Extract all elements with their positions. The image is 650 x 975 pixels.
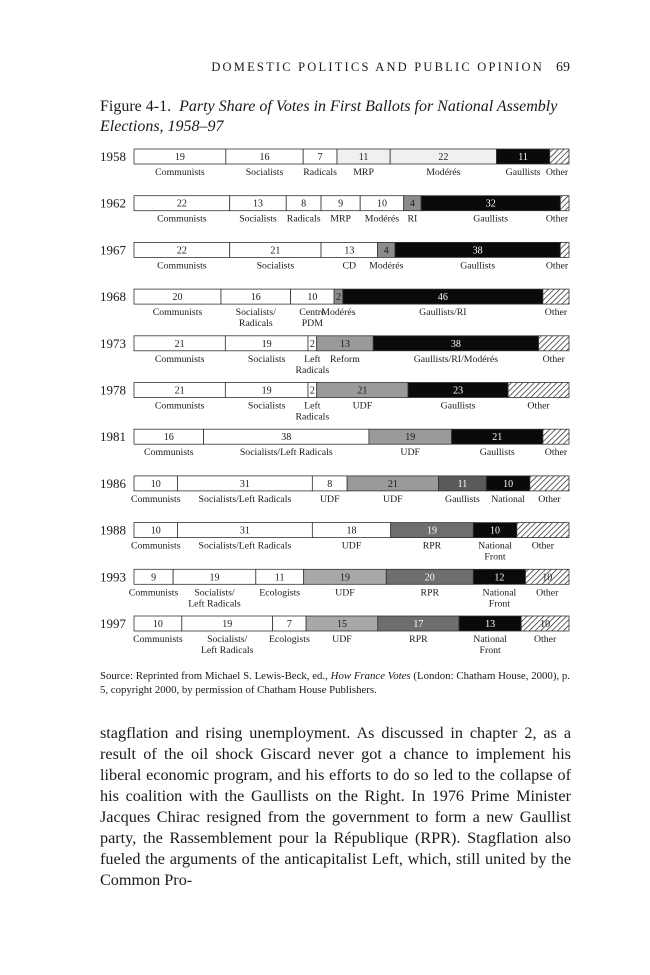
bar-segment (517, 523, 569, 538)
data-label: 10 (542, 572, 553, 584)
party-label: Other (531, 540, 555, 552)
party-label: Other (545, 167, 569, 178)
party-label: Modérés (426, 167, 461, 178)
data-label: 2 (309, 385, 315, 397)
party-label: Communists (130, 493, 181, 505)
data-label: 32 (485, 198, 496, 210)
party-label: Radicals (286, 213, 321, 225)
data-label: 17 (413, 619, 424, 630)
data-label: 16 (259, 152, 270, 163)
party-label: Gaullists (445, 493, 480, 505)
data-label: 2 (309, 338, 315, 350)
party-label: UDF (400, 447, 421, 459)
party-label: Other (538, 493, 561, 505)
chart-row-1978 (100, 383, 569, 423)
party-label: Communists (128, 587, 179, 599)
party-label: UDF (319, 493, 340, 505)
party-label: Other (536, 587, 559, 599)
party-label: Communists (157, 213, 207, 225)
chart-row-1968 (100, 289, 569, 329)
party-label: National Front (482, 587, 517, 610)
data-label: 19 (339, 572, 350, 584)
data-label: 19 (261, 338, 272, 350)
year-label: 1973 (100, 335, 126, 351)
chart-row-1973 (100, 336, 569, 376)
data-label: 38 (281, 432, 292, 444)
party-label: Socialists (245, 167, 284, 178)
party-label: Other (527, 400, 550, 412)
chart-row-1986 (100, 476, 569, 505)
source-book: How France Votes (330, 670, 411, 682)
data-label: 16 (250, 292, 261, 304)
party-label: Socialists/ Left Radicals (200, 634, 254, 656)
party-label: Socialists/ Left Radicals (188, 587, 241, 610)
data-label: 13 (252, 198, 263, 210)
chart-row-1962 (100, 196, 569, 225)
party-label: UDF (352, 400, 373, 412)
party-label: Socialists (247, 400, 286, 412)
party-label: Gaullists (479, 447, 515, 459)
data-label: 19 (174, 152, 185, 163)
data-label: 7 (286, 619, 292, 630)
data-label: 8 (327, 478, 333, 490)
year-label: 1962 (100, 195, 126, 211)
data-label: 38 (472, 245, 483, 257)
data-label: 10 (540, 619, 551, 630)
party-label: UDF (332, 634, 352, 645)
figure-source (100, 669, 570, 697)
data-label: 15 (336, 619, 347, 630)
data-label: 4 (409, 198, 415, 210)
bar-segment (508, 383, 569, 398)
party-label: Modérés (369, 260, 404, 272)
figure-label: Figure 4-1. (100, 98, 172, 115)
party-label: National Front (478, 540, 512, 563)
party-label: MRP (353, 167, 374, 178)
data-label: 22 (438, 152, 449, 163)
party-label: Radicals (303, 167, 337, 178)
party-label: Ecologists (259, 587, 301, 599)
party-label: Socialists/Left Radicals (198, 540, 292, 552)
chart-row-1993 (100, 569, 569, 609)
party-label: Socialists/Left Radicals (198, 493, 292, 505)
running-head-title: DOMESTIC POLITICS AND PUBLIC OPINION (211, 60, 544, 74)
party-label: UDF (341, 540, 362, 552)
year-label: 1986 (100, 475, 126, 491)
party-label: Socialists (239, 213, 277, 225)
chart-row-1981 (100, 429, 569, 458)
year-label: 1988 (100, 522, 126, 538)
party-label: Communists (155, 167, 205, 178)
party-label: Communists (154, 400, 205, 412)
year-label: 1958 (100, 149, 126, 164)
party-label: Communists (133, 634, 183, 645)
bar-segment (543, 429, 569, 444)
bar-segment (550, 149, 569, 164)
party-label: Gaullists (505, 167, 541, 178)
chart-row-1997 (100, 616, 569, 656)
data-label: 46 (437, 292, 448, 304)
party-label: Ecologists (268, 634, 310, 645)
data-label: 18 (346, 525, 357, 537)
party-label: Communists (130, 540, 181, 552)
party-label: MRP (330, 213, 351, 225)
party-label: RI (407, 213, 418, 225)
party-label: RPR (422, 540, 442, 552)
party-label: Communists (152, 307, 203, 319)
data-label: 11 (358, 152, 369, 163)
party-label: Gaullists/RI/Modérés (413, 353, 499, 365)
party-label: RPR (420, 587, 440, 599)
party-label: Gaullists (440, 400, 476, 412)
data-label: 4 (383, 245, 389, 257)
party-label: Communists (144, 447, 194, 459)
data-label: 21 (174, 385, 185, 397)
data-label: 9 (151, 572, 157, 584)
data-label: 22 (176, 198, 187, 210)
year-label: 1978 (100, 382, 126, 398)
data-label: 2 (335, 292, 341, 304)
data-label: 19 (426, 525, 437, 537)
data-label: 13 (339, 338, 350, 350)
party-label: Other (544, 447, 568, 459)
data-label: 21 (492, 432, 503, 444)
data-label: 10 (503, 478, 514, 490)
data-label: 13 (485, 619, 496, 630)
data-label: 21 (174, 338, 185, 350)
year-label: 1967 (100, 242, 126, 258)
party-label: RPR (409, 634, 428, 645)
chart-row-1967 (100, 242, 569, 271)
data-label: 19 (222, 619, 233, 630)
bar-segment (539, 336, 569, 351)
data-label: 31 (239, 525, 250, 537)
chart-row-1958 (100, 149, 569, 178)
party-label: Other (533, 634, 557, 645)
chart-row-1988 (100, 523, 569, 563)
data-label: 19 (405, 432, 416, 444)
data-label: 19 (261, 385, 272, 397)
data-label: 10 (150, 478, 161, 490)
party-label: Reform (330, 353, 360, 365)
data-label: 11 (518, 152, 528, 163)
party-label: Other (544, 307, 568, 319)
party-label: Socialists (256, 260, 295, 272)
party-label: Centre PDM (299, 307, 326, 330)
party-label: Socialists/Left Radicals (239, 447, 333, 459)
year-label: 1981 (100, 429, 126, 445)
bar-segment (543, 289, 569, 304)
party-label: Other (542, 353, 565, 365)
page-number: 69 (556, 60, 570, 75)
bar-segment (530, 476, 569, 491)
data-label: 20 (172, 292, 183, 304)
party-label: Modérés (364, 213, 400, 225)
data-label: 20 (424, 572, 435, 584)
party-label: Gaullists/RI (419, 307, 467, 319)
data-label: 10 (150, 525, 161, 537)
data-label: 10 (376, 198, 387, 210)
party-label: Communists (154, 353, 205, 365)
data-label: 38 (450, 338, 461, 350)
source-prefix: Source: Reprinted from Michael S. Lewis-Beck, ed., (100, 670, 328, 682)
party-label: UDF (383, 493, 403, 505)
body-paragraph: stagflation and rising unemployment. As discussed in chapter 2, as a result of the oil shock Giscard never got a chance to implement his liberal economic program, and his efforts to do so led to the collapse of his coalition with the Gaullists on the Right. In 1976 Prime Minister Jacques Chirac resigned from the government to form a new Gaullist party, the Rassemblement pour la République (RPR). Stagflation also fueled the arguments of the anticapitalist Left, which, still united by the Common Pro- (100, 724, 571, 889)
data-label: 22 (176, 245, 187, 257)
figure-title-text: Party Share of Votes in First Ballots for National Assembly Elections, 1958–97 (100, 98, 558, 135)
data-label: 8 (301, 198, 307, 210)
party-label: Left Radicals (295, 353, 330, 376)
year-label: 1997 (100, 616, 126, 631)
data-label: 10 (307, 292, 318, 304)
data-label: 11 (274, 572, 285, 584)
party-label: National (491, 493, 525, 505)
data-label: 7 (317, 152, 323, 163)
party-label: Socialists/ Radicals (235, 307, 276, 330)
party-label: Left Radicals (295, 400, 330, 423)
party-label: Other (545, 213, 569, 225)
data-label: 10 (152, 619, 163, 630)
party-label: Modérés (321, 307, 356, 319)
data-label: 10 (490, 525, 501, 537)
party-label: Other (545, 260, 569, 272)
data-label: 13 (344, 245, 355, 257)
party-label: Gaullists (460, 260, 496, 272)
year-label: 1968 (100, 289, 126, 305)
data-label: 16 (163, 432, 174, 444)
source-suffix: (London: Chatham House, 2000), p. 5, copyright 2000, by permission of Chatham House Publishers. (100, 670, 570, 696)
data-label: 21 (357, 385, 368, 397)
party-label: National Front (473, 634, 507, 656)
party-label: UDF (335, 587, 355, 599)
party-label: CD (342, 260, 357, 272)
data-label: 23 (453, 385, 464, 397)
data-label: 9 (338, 198, 344, 210)
bar-segment (560, 242, 569, 257)
data-label: 21 (270, 245, 281, 257)
data-label: 31 (239, 478, 250, 490)
bar-segment (560, 196, 569, 211)
data-label: 21 (387, 478, 398, 490)
party-label: Communists (157, 260, 207, 272)
data-label: 12 (494, 572, 505, 584)
data-label: 11 (457, 478, 468, 490)
year-label: 1993 (100, 569, 126, 585)
party-label: Gaullists (473, 213, 509, 225)
data-label: 19 (209, 572, 220, 584)
party-label: Socialists (247, 353, 286, 365)
